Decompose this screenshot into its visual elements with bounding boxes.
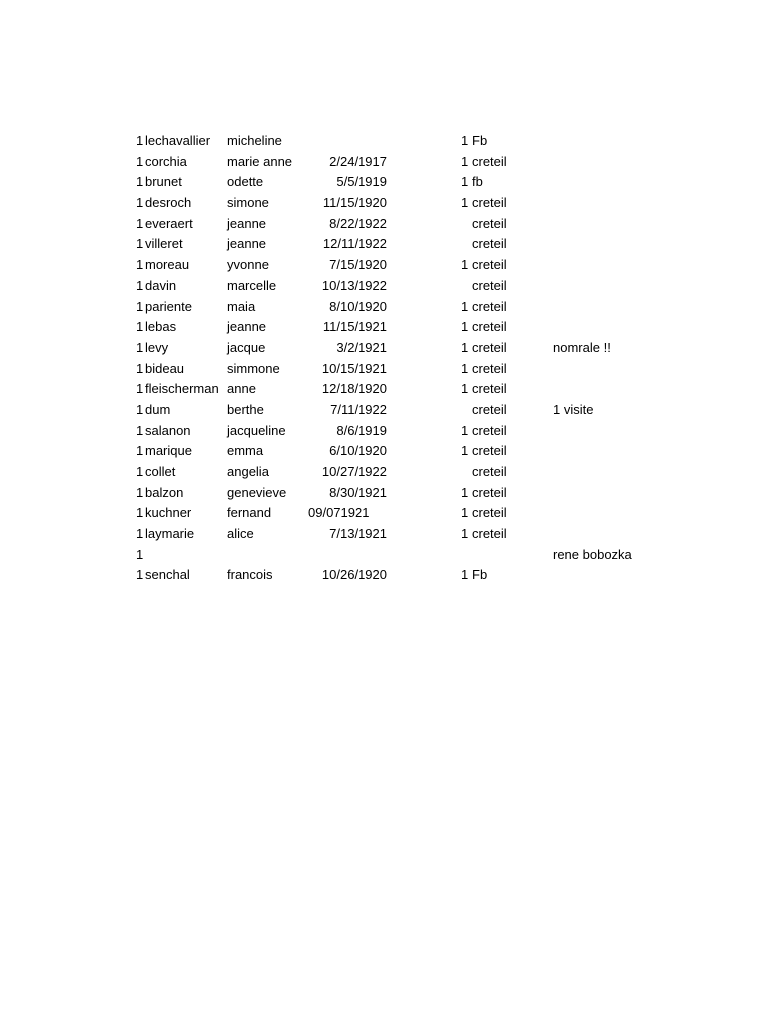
first-name-cell: marie anne <box>227 153 293 169</box>
last-name-cell: collet <box>145 464 176 479</box>
location-cell: creteil <box>472 319 507 335</box>
location-cell: creteil <box>472 401 507 417</box>
last-name-cell: fleischerman <box>145 381 219 397</box>
table-row <box>0 359 768 380</box>
table-row <box>0 545 768 566</box>
note-cell: rene bobozka <box>553 546 632 562</box>
birth-date-cell: 10/13/1922 <box>321 277 387 293</box>
birth-date-cell: 12/11/1922 <box>322 236 387 252</box>
first-name-cell: odette <box>227 174 264 190</box>
table-row <box>0 297 768 318</box>
birth-date-cell: 5/5/1919 <box>336 174 387 190</box>
table-row <box>0 441 768 462</box>
birth-date-cell: 10/26/1920 <box>321 567 387 583</box>
last-name-cell: salanon <box>145 422 191 438</box>
note-cell: 1 visite <box>553 401 594 417</box>
birth-date-cell: 11/15/1920 <box>322 195 387 211</box>
last-name-cell: lebas <box>145 319 177 335</box>
table-row <box>0 565 768 586</box>
flag-cell: 1 <box>461 257 469 273</box>
row-number-cell: 1 <box>136 443 144 459</box>
first-name-cell: emma <box>227 443 264 459</box>
row-number-cell: 1 <box>136 174 144 190</box>
flag-cell: 1 <box>461 443 469 459</box>
table-row <box>0 214 768 235</box>
location-cell: creteil <box>472 443 507 459</box>
table-row <box>0 255 768 276</box>
last-name-cell: balzon <box>145 484 184 500</box>
last-name-cell: moreau <box>145 257 190 273</box>
location-cell: creteil <box>472 381 507 397</box>
birth-date-cell: 8/22/1922 <box>329 215 387 231</box>
flag-cell: 1 <box>461 153 469 169</box>
last-name-cell: marique <box>145 443 192 459</box>
flag-cell: 1 <box>461 360 469 376</box>
flag-cell: 1 <box>461 319 469 335</box>
row-number-cell: 1 <box>136 422 144 438</box>
last-name-cell: everaert <box>145 215 193 231</box>
table-row <box>0 276 768 297</box>
first-name-cell: genevieve <box>227 484 287 500</box>
birth-date-cell: 12/18/1920 <box>321 381 387 397</box>
first-name-cell: jacqueline <box>227 422 286 438</box>
location-cell: Fb <box>472 567 488 583</box>
flag-cell: 1 <box>461 133 469 148</box>
location-cell: fb <box>472 174 483 190</box>
row-number-cell: 1 <box>136 567 144 583</box>
location-cell: creteil <box>472 464 507 479</box>
birth-date-cell: 7/13/1921 <box>329 526 387 542</box>
first-name-cell: yvonne <box>227 257 269 273</box>
location-cell: creteil <box>472 277 507 293</box>
flag-cell: 1 <box>461 298 469 314</box>
birth-date-cell: 8/10/1920 <box>329 298 387 314</box>
row-number-cell: 1 <box>136 133 144 148</box>
first-name-cell: alice <box>227 526 254 542</box>
birth-date-cell: 7/11/1922 <box>330 401 387 417</box>
table-row <box>0 400 768 421</box>
last-name-cell: laymarie <box>145 526 195 542</box>
row-number-cell: 1 <box>136 484 144 500</box>
row-number-cell: 1 <box>136 319 144 335</box>
last-name-cell: corchia <box>145 153 187 169</box>
row-number-cell: 1 <box>136 526 144 542</box>
birth-date-cell: 7/15/1920 <box>329 257 387 273</box>
first-name-cell: micheline <box>227 133 282 148</box>
first-name-cell: marcelle <box>227 277 277 293</box>
note-cell: nomrale !! <box>553 339 611 355</box>
last-name-cell: dum <box>145 401 171 417</box>
last-name-cell: senchal <box>145 567 190 583</box>
last-name-cell: villeret <box>145 236 183 252</box>
table-row <box>0 152 768 173</box>
last-name-cell: brunet <box>145 174 182 190</box>
location-cell: creteil <box>472 422 507 438</box>
row-number-cell: 1 <box>136 257 144 273</box>
table-row <box>0 172 768 193</box>
last-name-cell: pariente <box>145 298 192 314</box>
first-name-cell: jeanne <box>227 319 267 335</box>
location-cell: creteil <box>472 298 507 314</box>
location-cell: creteil <box>472 215 507 231</box>
flag-cell: 1 <box>461 484 469 500</box>
location-cell: creteil <box>472 484 507 500</box>
flag-cell: 1 <box>461 174 469 190</box>
table-row <box>0 131 768 152</box>
location-cell: creteil <box>472 505 507 521</box>
row-number-cell: 1 <box>136 505 144 521</box>
row-number-cell: 1 <box>136 381 144 397</box>
last-name-cell: levy <box>145 339 169 355</box>
birth-date-cell: 10/15/1921 <box>321 360 387 376</box>
birth-date-cell: 8/30/1921 <box>329 484 387 500</box>
birth-date-cell: 6/10/1920 <box>329 443 387 459</box>
table-row <box>0 193 768 214</box>
table-row <box>0 379 768 400</box>
first-name-cell: anne <box>227 381 256 397</box>
row-number-cell: 1 <box>136 215 144 231</box>
birth-date-cell: 09/071921 <box>308 505 370 521</box>
row-number-cell: 1 <box>136 195 144 211</box>
flag-cell: 1 <box>461 381 469 397</box>
row-number-cell: 1 <box>136 277 144 293</box>
table-row <box>0 234 768 255</box>
location-cell: creteil <box>472 257 507 273</box>
first-name-cell: berthe <box>227 401 264 417</box>
spreadsheet-page <box>0 131 768 586</box>
flag-cell: 1 <box>461 195 469 211</box>
first-name-cell: simone <box>227 195 269 211</box>
flag-cell: 1 <box>461 526 469 542</box>
first-name-cell: maia <box>227 298 256 314</box>
last-name-cell: davin <box>145 277 177 293</box>
flag-cell: 1 <box>461 567 469 583</box>
row-number-cell: 1 <box>136 546 144 562</box>
table-row <box>0 317 768 338</box>
location-cell: creteil <box>472 526 507 542</box>
last-name-cell: kuchner <box>145 505 192 521</box>
table-row <box>0 462 768 483</box>
row-number-cell: 1 <box>136 298 144 314</box>
last-name-cell: lechavallier <box>145 133 211 148</box>
row-number-cell: 1 <box>136 401 144 417</box>
location-cell: creteil <box>472 153 507 169</box>
location-cell: creteil <box>472 339 507 355</box>
flag-cell: 1 <box>461 505 469 521</box>
first-name-cell: jeanne <box>227 236 267 252</box>
table-row <box>0 421 768 442</box>
birth-date-cell: 3/2/1921 <box>336 339 387 355</box>
location-cell: creteil <box>472 360 507 376</box>
first-name-cell: angelia <box>227 464 269 479</box>
flag-cell: 1 <box>461 339 469 355</box>
flag-cell: 1 <box>461 422 469 438</box>
first-name-cell: simmone <box>227 360 280 376</box>
location-cell: creteil <box>472 236 507 252</box>
row-number-cell: 1 <box>136 464 144 479</box>
row-number-cell: 1 <box>136 153 144 169</box>
last-name-cell: bideau <box>145 360 185 376</box>
first-name-cell: fernand <box>227 505 272 521</box>
row-number-cell: 1 <box>136 236 144 252</box>
birth-date-cell: 11/15/1921 <box>322 319 387 335</box>
table-row <box>0 503 768 524</box>
row-number-cell: 1 <box>136 339 144 355</box>
first-name-cell: francois <box>227 567 273 583</box>
table-row <box>0 483 768 504</box>
first-name-cell: jacque <box>227 339 266 355</box>
row-number-cell: 1 <box>136 360 144 376</box>
location-cell: Fb <box>472 133 488 148</box>
first-name-cell: jeanne <box>227 215 267 231</box>
table-row <box>0 338 768 359</box>
birth-date-cell: 10/27/1922 <box>321 464 387 479</box>
birth-date-cell: 2/24/1917 <box>329 153 387 169</box>
last-name-cell: desroch <box>145 195 192 211</box>
location-cell: creteil <box>472 195 507 211</box>
table-row <box>0 524 768 545</box>
birth-date-cell: 8/6/1919 <box>336 422 387 438</box>
